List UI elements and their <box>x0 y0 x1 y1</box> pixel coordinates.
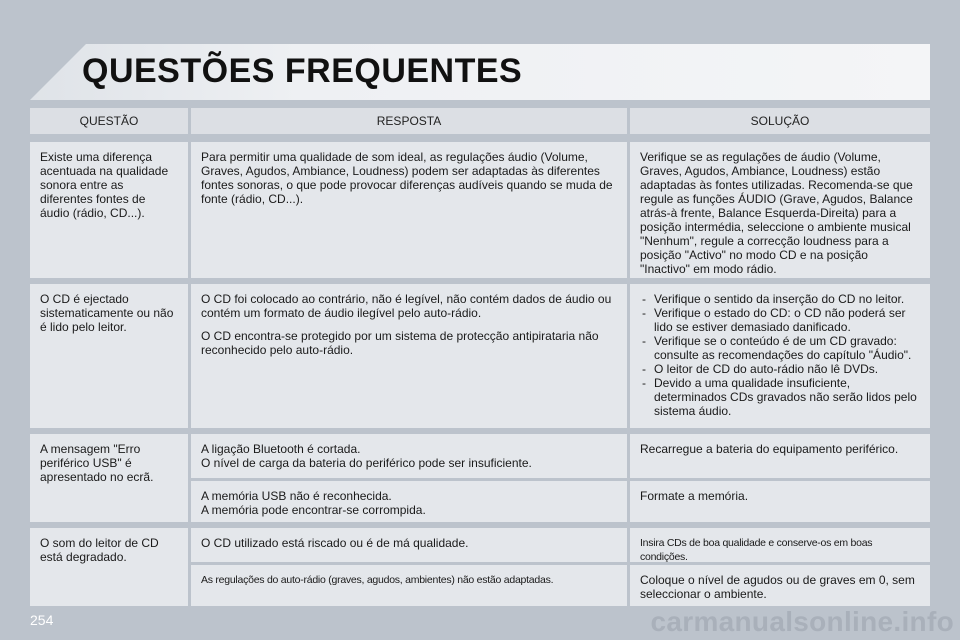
page-title: QUESTÕES FREQUENTES <box>82 52 523 90</box>
column-header-answer: RESPOSTA <box>191 108 627 134</box>
list-item: - Verifique o estado do CD: o CD não poderá ser lido se estiver demasiado danificado. <box>640 306 920 334</box>
row-4a-answer: O CD utilizado está riscado ou é de má qualidade. <box>191 528 627 562</box>
row-2-answer <box>191 284 627 428</box>
row-3b-answer-line-1: A memória USB não é reconhecida. <box>201 489 392 503</box>
row-1-answer: Para permitir uma qualidade de som ideal, as regulações áudio (Volume, Graves, Agudos, Ambiance, Loudness) podem ser adaptadas às diferentes fontes sonoras, o que pode provocar diferenças audíveis quando se muda de fonte (rádio, CD...). <box>191 142 627 278</box>
row-3b-answer-line-2: A memória pode encontrar-se corrompida. <box>201 503 426 517</box>
watermark: carmanualsonline.info <box>650 606 954 637</box>
row-3a-answer-line-2: O nível de carga da bateria do periférico pode ser insuficiente. <box>201 456 532 470</box>
row-3a-answer-line-1: A ligação Bluetooth é cortada. <box>201 442 361 456</box>
row-3-question: A mensagem "Erro periférico USB" é apresentado no ecrã. <box>30 434 188 522</box>
row-3b-answer <box>191 481 627 522</box>
row-4b-answer: As regulações do auto-rádio (graves, agudos, ambientes) não estão adaptadas. <box>191 565 627 606</box>
column-header-solution: SOLUÇÃO <box>630 108 930 134</box>
column-header-question: QUESTÃO <box>30 108 188 134</box>
row-3a-solution: Recarregue a bateria do equipamento periférico. <box>630 434 930 478</box>
list-item: - Devido a uma qualidade insuficiente, determinados CDs gravados não serão lidos pelo sistema áudio. <box>640 376 920 418</box>
row-2-solution-list <box>640 292 920 418</box>
row-1-question: Existe uma diferença acentuada na qualidade sonora entre as diferentes fontes de áudio (rádio, CD...). <box>30 142 188 278</box>
row-2-answer-paragraph-1: O CD foi colocado ao contrário, não é legível, não contém dados de áudio ou contém um formato de áudio ilegível pelo auto-rádio. <box>201 292 612 320</box>
title-corner-notch <box>30 44 86 100</box>
list-item: - Verifique se o conteúdo é de um CD gravado: consulte as recomendações do capítulo "Áudio". <box>640 334 920 362</box>
row-4a-solution: Insira CDs de boa qualidade e conserve-os em boas condições. <box>630 528 930 562</box>
row-2-solution <box>630 284 930 428</box>
row-3a-answer <box>191 434 627 478</box>
list-item: - O leitor de CD do auto-rádio não lê DVDs. <box>640 362 920 376</box>
row-4b-solution: Coloque o nível de agudos ou de graves em 0, sem seleccionar o ambiente. <box>630 565 930 606</box>
page-number: 254 <box>30 612 54 628</box>
row-1-solution: Verifique se as regulações de áudio (Volume, Graves, Agudos, Ambiance, Loudness) estão adaptadas às fontes utilizadas. Recomenda-se que regule as funções ÁUDIO (Grave, Agudos, Balance atrás-à frente, Balance Esquerda-Direita) para a posição intermédia, seleccione o ambiente musical "Nenhum", regule a correcção loudness para a posição "Activo" no modo CD e na posição "Inactivo" em modo rádio. <box>630 142 930 278</box>
row-4-question: O som do leitor de CD está degradado. <box>30 528 188 606</box>
row-2-question: O CD é ejectado sistematicamente ou não é lido pelo leitor. <box>30 284 188 428</box>
row-2-answer-paragraph-2: O CD encontra-se protegido por um sistema de protecção antipirataria não reconhecido pelo auto-rádio. <box>201 329 599 357</box>
row-3b-solution: Formate a memória. <box>630 481 930 522</box>
list-item: - Verifique o sentido da inserção do CD no leitor. <box>640 292 920 306</box>
